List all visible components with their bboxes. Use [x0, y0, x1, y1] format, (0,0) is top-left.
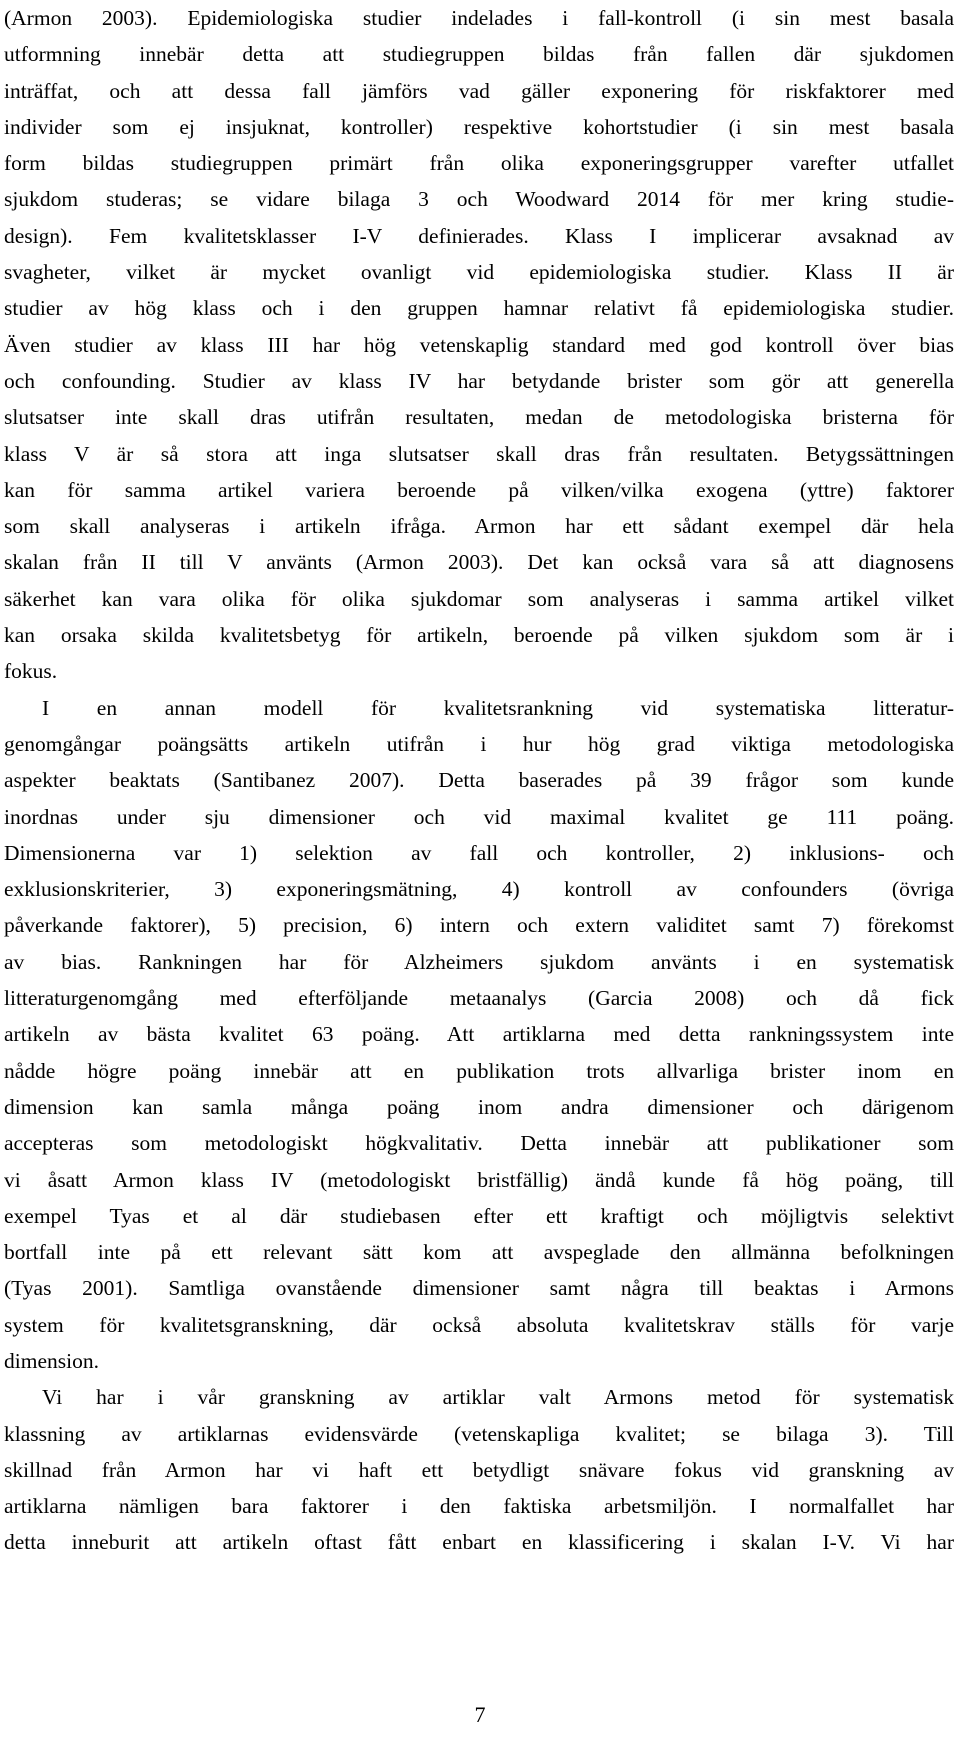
text-line: vi åsatt Armon klass IV (metodologiskt bristfällig) ändå kunde få hög poäng, till — [4, 1167, 954, 1192]
text-line: skillnad från Armon har vi haft ett betydligt snävare fokus vid granskning av — [4, 1457, 954, 1482]
text-line: studier av hög klass och i den gruppen hamnar relativt få epidemiologiska studier. — [4, 296, 954, 321]
text-line: Dimensionerna var 1) selektion av fall och kontroller, 2) inklusions- och — [4, 840, 954, 865]
text-line: inträffat, och att dessa fall jämförs vad gäller exponering för riskfaktorer med — [4, 78, 954, 103]
text-line: påverkande faktorer), 5) precision, 6) intern och extern validitet samt 7) förekomst — [4, 913, 954, 938]
text-line: klassning av artiklarnas evidensvärde (vetenskapliga kvalitet; se bilaga 3). Till — [4, 1421, 954, 1446]
text-line: klass V är så stora att inga slutsatser skall dras från resultaten. Betygssättningen — [4, 441, 954, 466]
text-line: artiklarna nämligen bara faktorer i den faktiska arbetsmiljön. I normalfallet har — [4, 1494, 954, 1519]
text-line: kan orsaka skilda kvalitetsbetyg för artikeln, beroende på vilken sjukdom som är i — [4, 623, 954, 648]
text-line: genomgångar poängsätts artikeln utifrån i hur hög grad viktiga metodologiska — [4, 731, 954, 756]
text-line: Även studier av klass III har hög vetenskaplig standard med god kontroll över bias — [4, 332, 954, 357]
text-line: (Armon 2003). Epidemiologiska studier indelades i fall-kontroll (i sin mest basala — [4, 6, 954, 30]
text-line: och confounding. Studier av klass IV har betydande brister som gör att generella — [4, 368, 954, 393]
text-line: utformning innebär detta att studiegruppen bildas från fallen där sjukdomen — [4, 42, 954, 67]
text-line: sjukdom studeras; se vidare bilaga 3 och Woodward 2014 för mer kring studie- — [4, 187, 954, 212]
text-line: som skall analyseras i artikeln ifråga. Armon har ett sådant exempel där hela — [4, 514, 954, 539]
text-line: aspekter beaktats (Santibanez 2007). Detta baserades på 39 frågor som kunde — [4, 768, 954, 793]
text-line: accepteras som metodologiskt högkvalitativ. Detta innebär att publikationer som — [4, 1131, 954, 1156]
text-line: system för kvalitetsgranskning, där också absoluta kvalitetskrav ställs för varje — [4, 1312, 954, 1337]
text-line: säkerhet kan vara olika för olika sjukdomar som analyseras i samma artikel vilket — [4, 586, 954, 611]
text-line: svagheter, vilket är mycket ovanligt vid epidemiologiska studier. Klass II är — [4, 260, 954, 285]
text-line: litteraturgenomgång med efterföljande metaanalys (Garcia 2008) och då fick — [4, 986, 954, 1011]
text-line: dimension. — [4, 1348, 99, 1373]
text-line: inordnas under sju dimensioner och vid maximal kvalitet ge 111 poäng. — [4, 804, 954, 829]
text-line: kan för samma artikel variera beroende på vilken/vilka exogena (yttre) faktorer — [4, 477, 954, 502]
text-line: nådde högre poäng innebär att en publikation trots allvarliga brister inom en — [4, 1058, 954, 1083]
text-line: bortfall inte på ett relevant sätt kom att avspeglade den allmänna befolkningen — [4, 1240, 954, 1265]
paragraph-first-line: Vi har i vår granskning av artiklar valt Armons metod för systematisk — [42, 1385, 954, 1410]
text-line: design). Fem kvalitetsklasser I-V definierades. Klass I implicerar avsaknad av — [4, 223, 954, 248]
paragraph-first-line: I en annan modell för kvalitetsrankning vid systematiska litteratur- — [42, 695, 954, 720]
text-line: artikeln av bästa kvalitet 63 poäng. Att artiklarna med detta rankningssystem inte — [4, 1022, 954, 1047]
text-line: slutsatser inte skall dras utifrån resultaten, medan de metodologiska bristerna för — [4, 405, 954, 430]
text-line: detta inneburit att artikeln oftast fått enbart en klassificering i skalan I-V. Vi har — [4, 1530, 954, 1555]
text-line: dimension kan samla många poäng inom andra dimensioner och därigenom — [4, 1094, 954, 1119]
text-line: exempel Tyas et al där studiebasen efter ett kraftigt och möjligtvis selektivt — [4, 1203, 954, 1228]
page-number: 7 — [474, 1702, 486, 1727]
text-line: exklusionskriterier, 3) exponeringsmätning, 4) kontroll av confounders (övriga — [4, 877, 954, 902]
text-line: fokus. — [4, 659, 58, 684]
text-line: skalan från II till V använts (Armon 2003). Det kan också vara så att diagnosens — [4, 550, 954, 575]
text-line: individer som ej insjuknat, kontroller) respektive kohortstudier (i sin mest basala — [4, 114, 954, 139]
text-line: av bias. Rankningen har för Alzheimers sjukdom använts i en systematisk — [4, 949, 954, 974]
body-text — [4, 0, 954, 1561]
text-line: (Tyas 2001). Samtliga ovanstående dimensioner samt några till beaktas i Armons — [4, 1276, 954, 1301]
text-line: form bildas studiegruppen primärt från olika exponeringsgrupper varefter utfallet — [4, 151, 954, 176]
